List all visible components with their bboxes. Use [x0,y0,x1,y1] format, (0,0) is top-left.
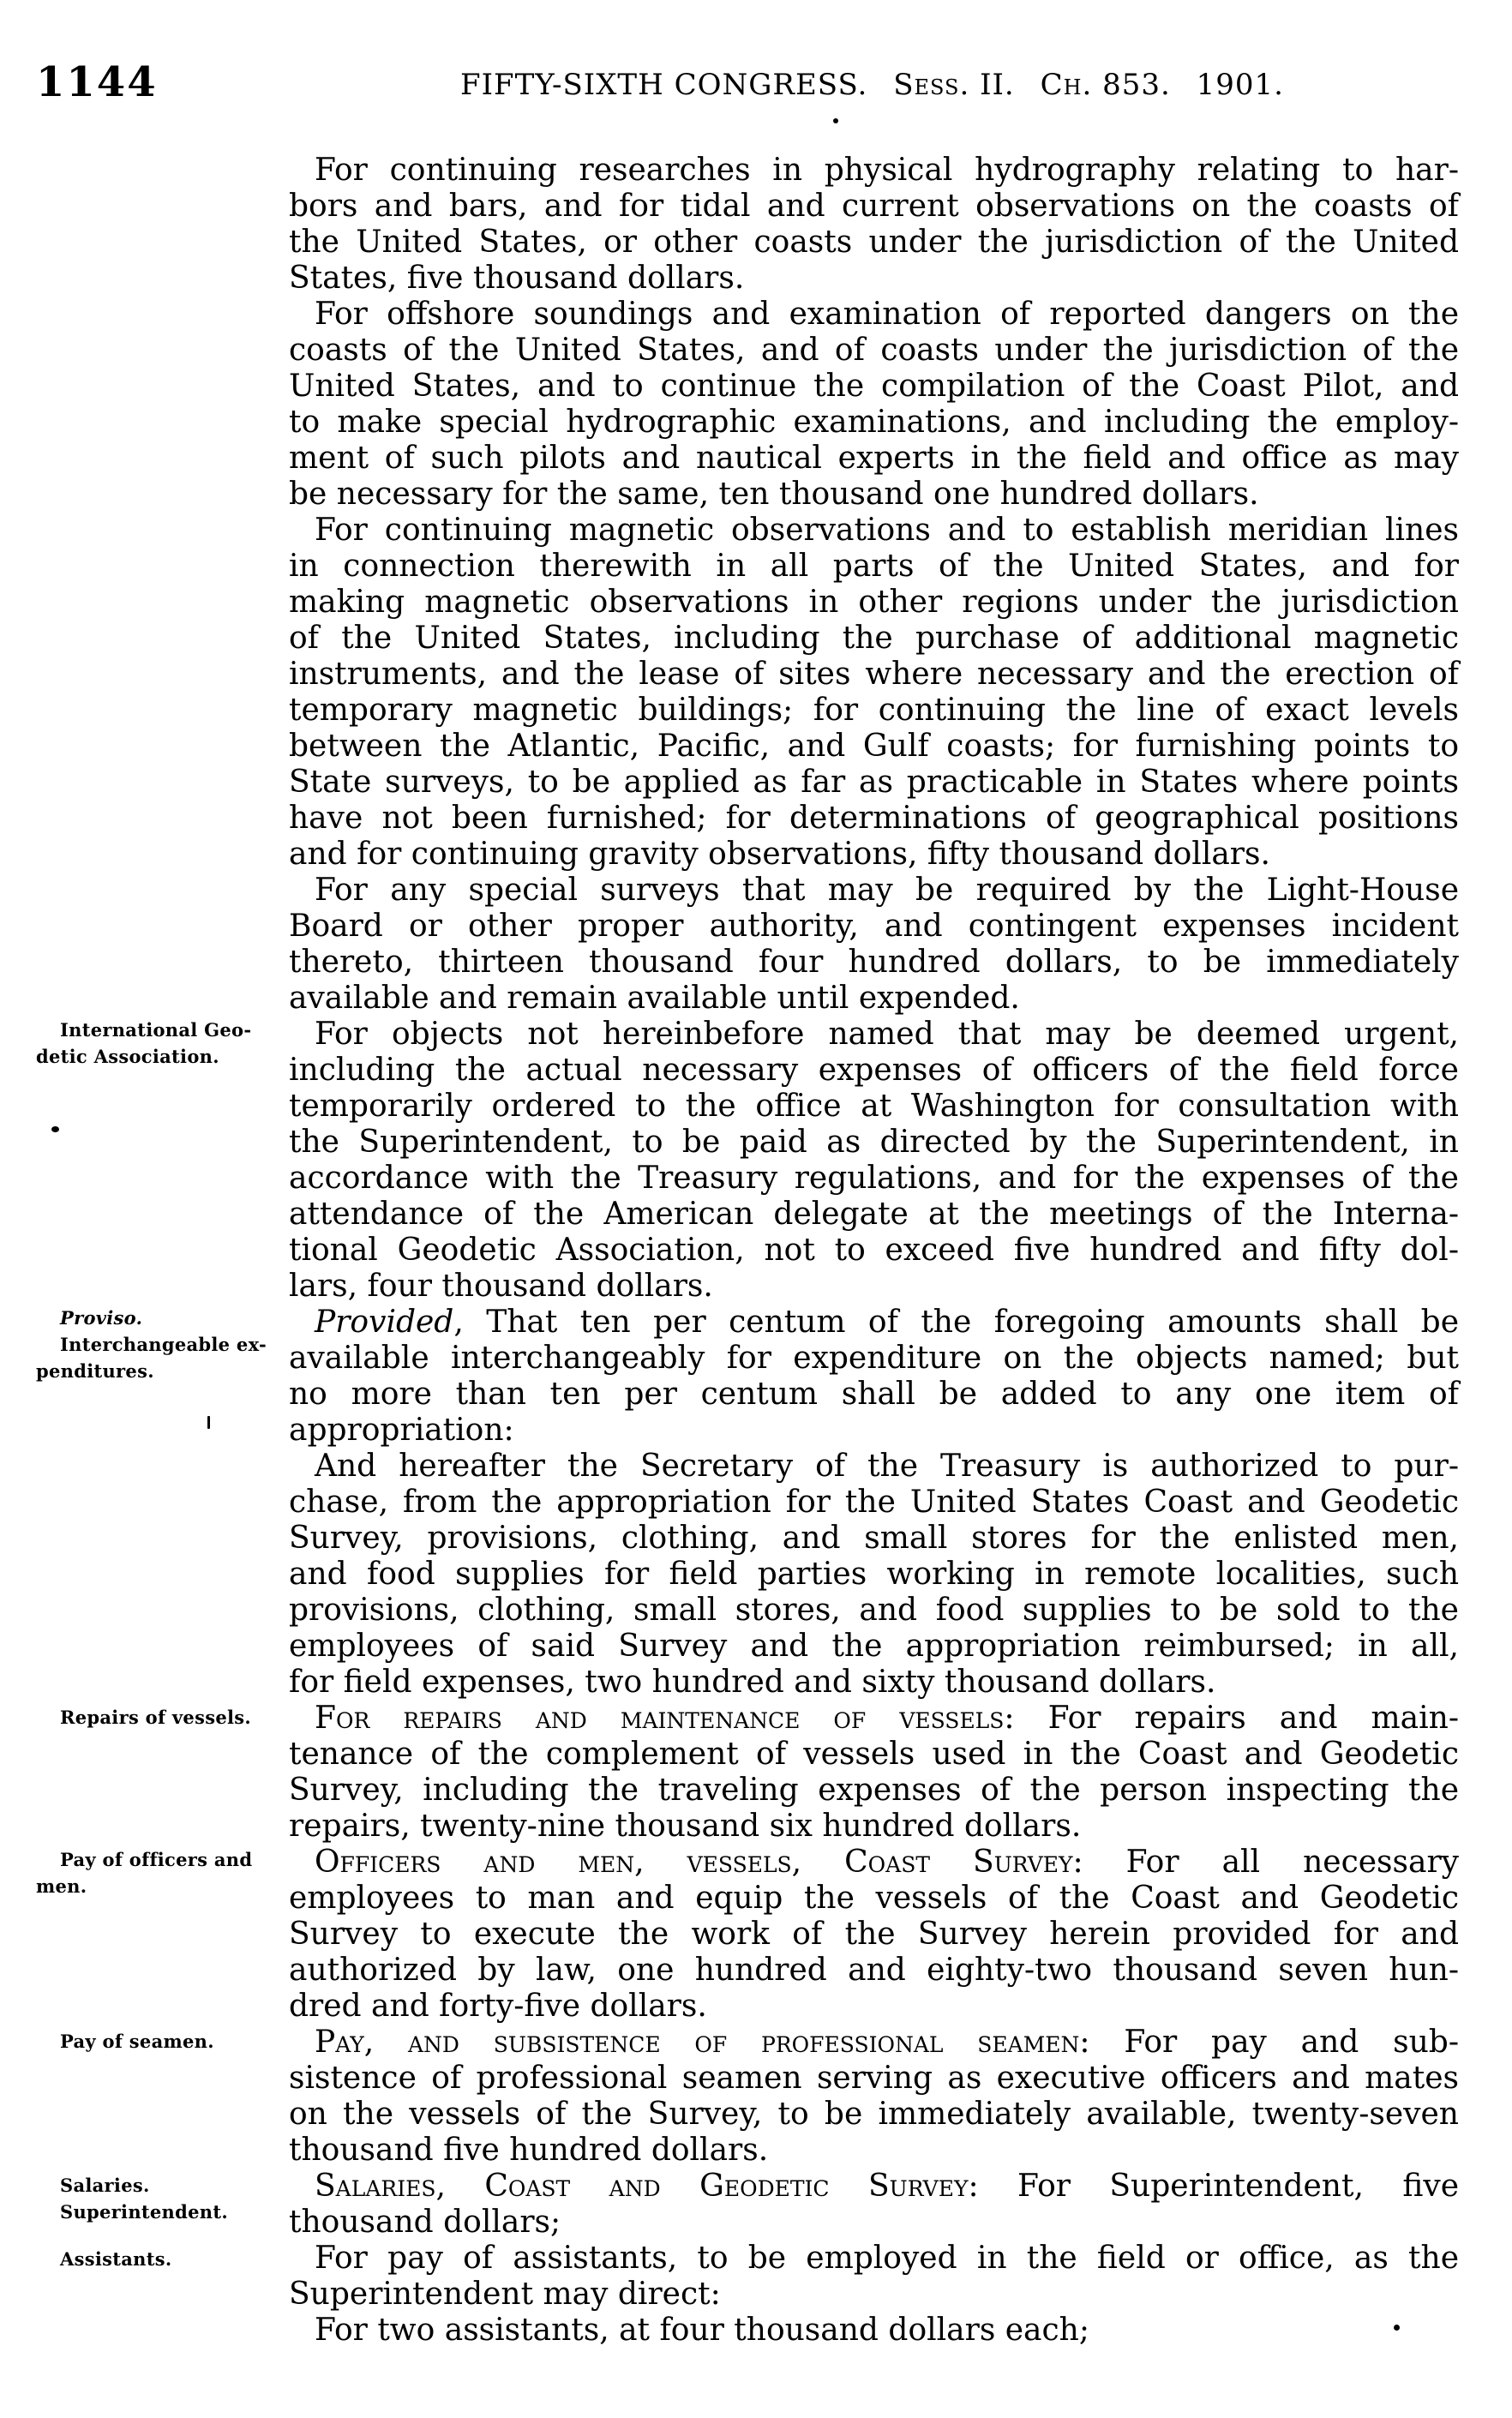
text-segment: For offshore soundings and examination of reported dangers on the [315,297,1459,332]
margin-note-line: Pay of seamen. [60,2031,214,2052]
ink-speck [207,1416,210,1429]
text-segment: for field expenses, two hundred and sixty thousand dollars. [289,1665,1216,1700]
margin-note-pay-of-seamen [36,2028,286,2055]
text-segment: For pay and sub- [1089,2025,1459,2060]
text-segment: repairs, twenty-nine thousand six hundred dollars. [289,1809,1082,1844]
text-segment: appropriation: [289,1413,514,1448]
small-caps-heading: Officers and men, vessels, Coast Survey: [315,1845,1083,1880]
text-segment: the Superintendent, to be paid as directed by the Superintendent, in [289,1125,1459,1160]
small-caps-heading: Pay, and subsistence of professional seamen: [315,2025,1090,2060]
text-segment: For two assistants, at four thousand dollars each; [315,2313,1089,2348]
margin-note-line: Interchangeable ex- [60,1334,267,1355]
chapter-label: Ch. 853. [1040,68,1171,102]
text-segment: have not been furnished; for determinations of geographical positions [289,801,1459,836]
text-segment: bors and bars, and for tidal and current observations on the coasts of [289,189,1459,224]
text-segment: thousand dollars; [289,2205,561,2240]
text-segment: attendance of the American delegate at the meetings of the Interna- [289,1197,1459,1232]
text-segment: accordance with the Treasury regulations, and for the expenses of the [289,1161,1459,1196]
margin-note-proviso-interchangeable-expenditures [36,1305,286,1384]
text-segment: For Superintendent, five [978,2169,1459,2204]
text-segment: including the actual necessary expenses of officers of the field force [289,1053,1459,1088]
text-segment: Survey, provisions, clothing, and small stores for the enlisted men, [289,1521,1459,1556]
text-segment: to make special hydrographic examinations, and including the employ- [289,405,1459,440]
text-segment: For objects not hereinbefore named that may be deemed urgent, [315,1017,1459,1052]
text-segment: provisions, clothing, small stores, and food supplies to be sold to the [289,1593,1459,1628]
text-segment: thereto, thirteen thousand four hundred dollars, to be immediately [289,945,1459,980]
text-segment: available and remain available until expended. [289,981,1020,1016]
margin-note-assistants [36,2246,286,2272]
text-segment: tional Geodetic Association, not to exceed five hundred and fifty dol- [289,1233,1459,1268]
text-segment: For continuing magnetic observations and to establish meridian lines [315,513,1459,548]
text-segment: And hereafter the Secretary of the Treasury is authorized to pur- [315,1449,1459,1484]
text-segment: authorized by law, one hundred and eighty-two thousand seven hun- [289,1953,1459,1988]
margin-note-international-geodetic-association [36,1017,286,1070]
text-segment: and for continuing gravity observations, fifty thousand dollars. [289,837,1270,872]
text-segment: on the vessels of the Survey, to be immediately available, twenty-seven [289,2097,1459,2132]
year-label: 1901. [1196,68,1284,102]
text-segment: Superintendent may direct: [289,2277,721,2312]
text-segment: and food supplies for field parties working in remote localities, such [289,1557,1459,1592]
text-segment: between the Atlantic, Pacific, and Gulf coasts; for furnishing points to [289,729,1459,764]
text-segment: in connection therewith in all parts of the United States, and for [289,549,1459,584]
margin-note-repairs-of-vessels [36,1704,286,1731]
text-segment: making magnetic observations in other regions under the jurisdiction [289,585,1459,620]
text-segment: For any special surveys that may be required by the Light-House [315,873,1459,908]
text-segment: dred and forty-five dollars. [289,1989,707,2024]
text-segment: employees to man and equip the vessels of the Coast and Geodetic [289,1881,1459,1916]
text-segment: thousand five hundred dollars. [289,2133,769,2168]
text-segment: United States, and to continue the compilation of the Coast Pilot, and [289,369,1459,404]
text-segment: of the United States, including the purchase of additional magnetic [289,621,1459,656]
text-segment: , That ten per centum of the foregoing amounts shall be [453,1305,1459,1340]
text-segment: For pay of assistants, to be employed in the field or office, as the [315,2241,1459,2276]
margin-note-line: Salaries. [60,2175,150,2196]
text-segment: For all necessary [1083,1845,1459,1880]
text-segment: For repairs and main- [1014,1701,1459,1736]
margin-note-line: Proviso. [60,1307,143,1329]
text-segment: no more than ten per centum shall be added to any one item of [289,1377,1459,1412]
page-number: 1144 [36,58,158,106]
small-caps-heading: Salaries, Coast and Geodetic Survey: [315,2169,979,2204]
margin-note-line: International Geo- [60,1019,252,1041]
margin-note-line: penditures. [36,1360,154,1382]
ink-speck [1394,2325,1400,2331]
text-segment: temporarily ordered to the office at Washington for consultation with [289,1089,1459,1124]
margin-note-line: men. [36,1875,87,1897]
italic-text: Provided [315,1305,454,1340]
text-segment: State surveys, to be applied as far as practicable in States where points [289,765,1459,800]
text-segment: chase, from the appropriation for the United States Coast and Geodetic [289,1485,1459,1520]
session-label: Sess. II. [893,68,1015,102]
congress-label: FIFTY-SIXTH CONGRESS. [460,68,868,102]
text-segment: For continuing researches in physical hydrography relating to har- [315,153,1459,188]
text-segment: employees of said Survey and the appropriation reimbursed; in all, [289,1629,1459,1664]
margin-note-line: Pay of officers and [60,1849,253,1870]
text-segment: States, five thousand dollars. [289,261,745,296]
text-segment: instruments, and the lease of sites where necessary and the erection of [289,657,1459,692]
margin-note-pay-of-officers-and-men [36,1846,286,1899]
ink-speck [51,1126,59,1132]
margin-note-line: detic Association. [36,1046,219,1067]
text-segment: ment of such pilots and nautical experts in the field and office as may [289,441,1459,476]
margin-note-line: Superintendent. [60,2201,228,2223]
text-segment: sistence of professional seamen serving as executive officers and mates [289,2061,1459,2096]
margin-note-line: Repairs of vessels. [60,1707,252,1728]
text-segment: the United States, or other coasts under the jurisdiction of the United [289,225,1459,260]
text-segment: Survey to execute the work of the Survey herein provided for and [289,1917,1459,1952]
text-segment: be necessary for the same, ten thousand one hundred dollars. [289,477,1259,512]
text-segment: Board or other proper authority, and contingent expenses incident [289,909,1459,944]
text-segment: lars, four thousand dollars. [289,1269,713,1304]
small-caps-heading: For repairs and maintenance of vessels: [315,1701,1015,1736]
margin-note-salaries-superintendent [36,2172,286,2225]
text-segment: temporary magnetic buildings; for continuing the line of exact levels [289,693,1459,728]
margin-note-line: Assistants. [60,2248,172,2270]
ink-speck [833,118,838,123]
text-segment: coasts of the United States, and of coasts under the jurisdiction of the [289,333,1459,368]
text-segment: available interchangeably for expenditure on the objects named; but [289,1341,1459,1376]
text-segment: Survey, including the traveling expenses of the person inspecting the [289,1773,1459,1808]
text-segment: tenance of the complement of vessels used in the Coast and Geodetic [289,1737,1459,1772]
